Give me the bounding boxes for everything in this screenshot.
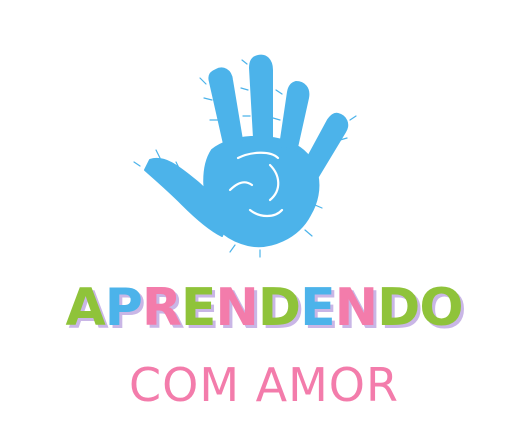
title-letter: D [257,278,301,338]
logo-title [0,278,528,338]
title-letter: A [65,278,105,338]
title-letter: E [300,278,335,338]
title-letter: E [180,278,216,338]
handprint-icon [120,40,380,270]
title-letter: O [419,278,463,338]
title-letter: P [104,278,142,338]
title-letter: R [141,278,181,338]
title-letter: N [334,278,378,338]
title-letter: D [377,278,420,338]
logo-subtitle: COM AMOR [129,358,399,412]
title-letter: N [215,278,258,338]
